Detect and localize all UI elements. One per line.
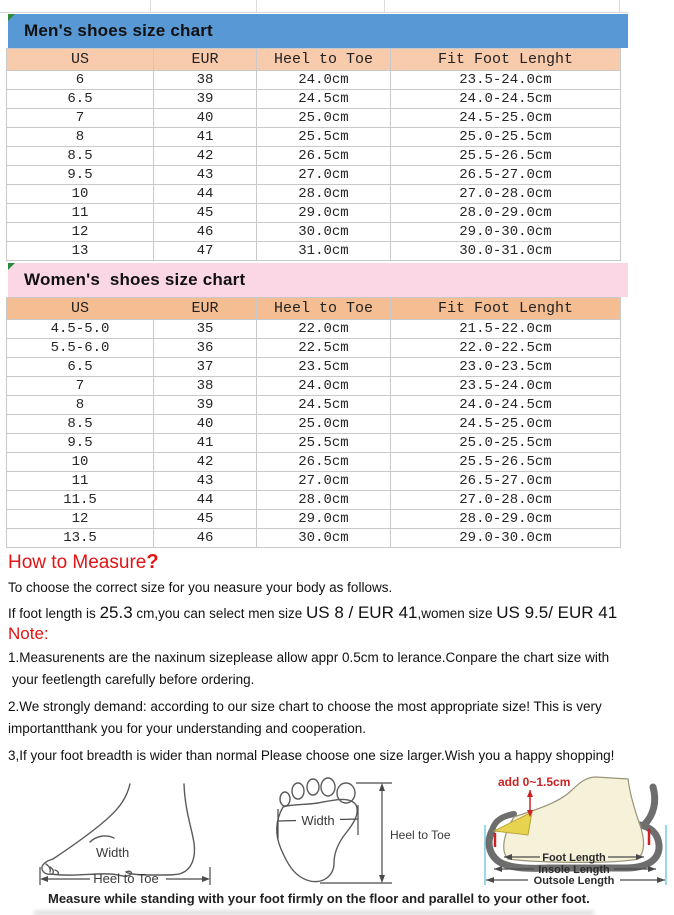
cell-eur: 38: [154, 377, 257, 396]
cell-us: 8.5: [7, 415, 154, 434]
table-row: [7, 109, 621, 128]
foot-length-label: Foot Length: [542, 852, 606, 864]
cell-fit-foot-length: 28.0-29.0cm: [391, 510, 621, 529]
cell-fit-foot-length: 23.5-24.0cm: [391, 377, 621, 396]
example-segment: If foot length is: [8, 606, 100, 621]
measuring-diagrams: [0, 775, 628, 887]
column-header-eur: EUR: [154, 298, 257, 320]
footprint-diagram: [260, 777, 452, 887]
foot-side-view-diagram: [34, 781, 234, 887]
cell-heel-to-toe: 31.0cm: [257, 242, 391, 261]
cell-us: 10: [7, 185, 154, 204]
cell-eur: 41: [154, 128, 257, 147]
cell-fit-foot-length: 29.0-30.0cm: [391, 223, 621, 242]
cell-fit-foot-length: 23.0-23.5cm: [391, 358, 621, 377]
table-row: [7, 415, 621, 434]
cell-us: 13: [7, 242, 154, 261]
cell-fit-foot-length: 24.0-24.5cm: [391, 396, 621, 415]
column-header-heel-to-toe: Heel to Toe: [257, 49, 391, 71]
cell-fit-foot-length: 25.0-25.5cm: [391, 128, 621, 147]
table-row: [7, 166, 621, 185]
cell-us: 8: [7, 396, 154, 415]
table-row: [7, 377, 621, 396]
women-chart-title: Women's shoes size chart: [24, 270, 246, 289]
women-chart-title-bar: [8, 263, 628, 297]
cell-us: 7: [7, 109, 154, 128]
cell-us: 7: [7, 377, 154, 396]
cell-eur: 35: [154, 320, 257, 339]
cell-eur: 42: [154, 453, 257, 472]
cell-heel-to-toe: 26.5cm: [257, 453, 391, 472]
table-row: [7, 320, 621, 339]
cell-eur: 46: [154, 223, 257, 242]
cell-eur: 47: [154, 242, 257, 261]
note-line: your feetlength carefully before ordering.: [12, 672, 255, 687]
how-to-measure-heading: [8, 551, 628, 574]
cell-us: 10: [7, 453, 154, 472]
cell-heel-to-toe: 24.5cm: [257, 90, 391, 109]
add-allowance-label: add 0~1.5cm: [498, 775, 571, 789]
cell-heel-to-toe: 29.0cm: [257, 204, 391, 223]
cell-us: 6: [7, 71, 154, 90]
cell-eur: 43: [154, 166, 257, 185]
table-row: [7, 358, 621, 377]
cell-heel-to-toe: 24.0cm: [257, 377, 391, 396]
cell-fit-foot-length: 26.5-27.0cm: [391, 472, 621, 491]
table-row: [7, 396, 621, 415]
column-header-fit-foot-length: Fit Foot Lenght: [391, 49, 621, 71]
cell-us: 12: [7, 223, 154, 242]
example-segment: ,women size: [417, 606, 497, 621]
heel-to-toe-label: Heel to Toe: [93, 871, 159, 886]
table-row: [7, 185, 621, 204]
width-label: Width: [96, 845, 130, 860]
table-row: [7, 128, 621, 147]
outsole-length-label: Outsole Length: [533, 875, 615, 887]
cell-fit-foot-length: 25.0-25.5cm: [391, 434, 621, 453]
cell-heel-to-toe: 24.5cm: [257, 396, 391, 415]
cell-heel-to-toe: 28.0cm: [257, 491, 391, 510]
footprint-icon: [260, 777, 452, 887]
table-row: [7, 339, 621, 358]
cell-us: 6.5: [7, 90, 154, 109]
men-chart-title-bar: [8, 14, 628, 48]
cell-marker-icon: [8, 14, 15, 21]
cell-heel-to-toe: 25.5cm: [257, 434, 391, 453]
cell-eur: 44: [154, 185, 257, 204]
table-row: [7, 147, 621, 166]
cell-eur: 44: [154, 491, 257, 510]
gridline: [150, 0, 151, 12]
cell-us: 13.5: [7, 529, 154, 548]
cell-fit-foot-length: 27.0-28.0cm: [391, 185, 621, 204]
note-line: importantthank you for your understanding and cooperation.: [8, 721, 366, 736]
example-women-size-value: US 9.5/ EUR 41: [496, 603, 618, 622]
cell-heel-to-toe: 27.0cm: [257, 166, 391, 185]
table-row: [7, 529, 621, 548]
measure-intro-text: To choose the correct size for you neasure your body as follows.: [8, 580, 393, 595]
cell-heel-to-toe: 25.0cm: [257, 415, 391, 434]
cell-fit-foot-length: 24.5-25.0cm: [391, 415, 621, 434]
gridline: [256, 0, 257, 12]
table-row: [7, 434, 621, 453]
men-table-header-row: [7, 49, 621, 71]
cell-us: 9.5: [7, 434, 154, 453]
table-row: [7, 472, 621, 491]
cell-us: 11: [7, 204, 154, 223]
cell-fit-foot-length: 26.5-27.0cm: [391, 166, 621, 185]
cell-fit-foot-length: 25.5-26.5cm: [391, 453, 621, 472]
cell-eur: 42: [154, 147, 257, 166]
notes-list: [8, 647, 628, 767]
cell-heel-to-toe: 29.0cm: [257, 510, 391, 529]
shoe-section-icon: [478, 773, 674, 887]
cell-heel-to-toe: 25.0cm: [257, 109, 391, 128]
note-label: Note:: [8, 624, 49, 643]
cell-eur: 36: [154, 339, 257, 358]
cell-us: 12: [7, 510, 154, 529]
note-line: 1.Measurenents are the naxinum sizeplease allow appr 0.5cm to lerance.Conpare the chart size with: [8, 650, 610, 665]
cell-eur: 38: [154, 71, 257, 90]
bottom-blur-artifact: [34, 911, 594, 915]
heading-text: How to Measure: [8, 552, 147, 573]
cell-fit-foot-length: 27.0-28.0cm: [391, 491, 621, 510]
cell-heel-to-toe: 22.0cm: [257, 320, 391, 339]
cell-fit-foot-length: 22.0-22.5cm: [391, 339, 621, 358]
cell-us: 11.5: [7, 491, 154, 510]
cell-us: 4.5-5.0: [7, 320, 154, 339]
note-line: 2.We strongly demand: according to our size chart to choose the most appropriate size! This is very: [8, 699, 602, 714]
cell-fit-foot-length: 25.5-26.5cm: [391, 147, 621, 166]
cell-eur: 40: [154, 415, 257, 434]
cell-eur: 37: [154, 358, 257, 377]
cell-fit-foot-length: 24.0-24.5cm: [391, 90, 621, 109]
note-item-1: [8, 647, 628, 691]
example-foot-length-value: 25.3: [99, 603, 133, 622]
cell-eur: 40: [154, 109, 257, 128]
cell-heel-to-toe: 30.0cm: [257, 529, 391, 548]
column-header-us: US: [7, 49, 154, 71]
table-row: [7, 223, 621, 242]
cell-us: 6.5: [7, 358, 154, 377]
cell-eur: 39: [154, 90, 257, 109]
measure-example-text: [8, 603, 628, 624]
heading-question-mark: ?: [146, 551, 159, 573]
foot-side-view-icon: [34, 781, 234, 887]
cell-heel-to-toe: 25.5cm: [257, 128, 391, 147]
example-segment: cm,you can select men size: [132, 606, 306, 621]
cell-marker-icon: [8, 263, 15, 270]
insole-length-label: Insole Length: [538, 864, 610, 876]
column-header-us: US: [7, 298, 154, 320]
cell-eur: 45: [154, 204, 257, 223]
cell-fit-foot-length: 30.0-31.0cm: [391, 242, 621, 261]
heel-to-toe-label: Heel to Toe: [390, 828, 451, 842]
cell-fit-foot-length: 28.0-29.0cm: [391, 204, 621, 223]
cell-fit-foot-length: 29.0-30.0cm: [391, 529, 621, 548]
gridline: [619, 0, 620, 12]
gridline: [384, 0, 385, 12]
cell-heel-to-toe: 24.0cm: [257, 71, 391, 90]
cell-heel-to-toe: 30.0cm: [257, 223, 391, 242]
cell-eur: 46: [154, 529, 257, 548]
table-row: [7, 204, 621, 223]
shoe-section-diagram: [478, 773, 674, 887]
cell-fit-foot-length: 24.5-25.0cm: [391, 109, 621, 128]
cell-heel-to-toe: 26.5cm: [257, 147, 391, 166]
table-row: [7, 491, 621, 510]
example-men-size-value: US 8 / EUR 41: [305, 603, 418, 622]
cell-eur: 39: [154, 396, 257, 415]
women-size-table: [6, 297, 621, 548]
how-to-measure-section: [8, 551, 628, 767]
table-row: [7, 71, 621, 90]
men-size-table: [6, 48, 621, 261]
cell-us: 8.5: [7, 147, 154, 166]
note-item-2: [8, 696, 628, 740]
cell-eur: 41: [154, 434, 257, 453]
note-item-3: [8, 745, 628, 767]
width-label: Width: [301, 813, 335, 828]
women-table-header-row: [7, 298, 621, 320]
cell-us: 8: [7, 128, 154, 147]
table-row: [7, 453, 621, 472]
table-row: [7, 90, 621, 109]
cell-heel-to-toe: 27.0cm: [257, 472, 391, 491]
cell-eur: 43: [154, 472, 257, 491]
table-row: [7, 510, 621, 529]
cell-heel-to-toe: 28.0cm: [257, 185, 391, 204]
note-line: 3,If your foot breadth is wider than normal Please choose one size larger.Wish you a happy shopping!: [8, 748, 615, 763]
cell-heel-to-toe: 22.5cm: [257, 339, 391, 358]
measure-caption: Measure while standing with your foot firmly on the floor and parallel to your other foot.: [48, 891, 590, 906]
cell-us: 9.5: [7, 166, 154, 185]
men-chart-title: Men's shoes size chart: [24, 21, 213, 40]
table-row: [7, 242, 621, 261]
column-header-heel-to-toe: Heel to Toe: [257, 298, 391, 320]
spreadsheet-gridline-strip: [0, 0, 628, 13]
cell-eur: 45: [154, 510, 257, 529]
cell-heel-to-toe: 23.5cm: [257, 358, 391, 377]
column-header-eur: EUR: [154, 49, 257, 71]
cell-fit-foot-length: 21.5-22.0cm: [391, 320, 621, 339]
column-header-fit-foot-length: Fit Foot Lenght: [391, 298, 621, 320]
cell-us: 11: [7, 472, 154, 491]
cell-fit-foot-length: 23.5-24.0cm: [391, 71, 621, 90]
cell-us: 5.5-6.0: [7, 339, 154, 358]
